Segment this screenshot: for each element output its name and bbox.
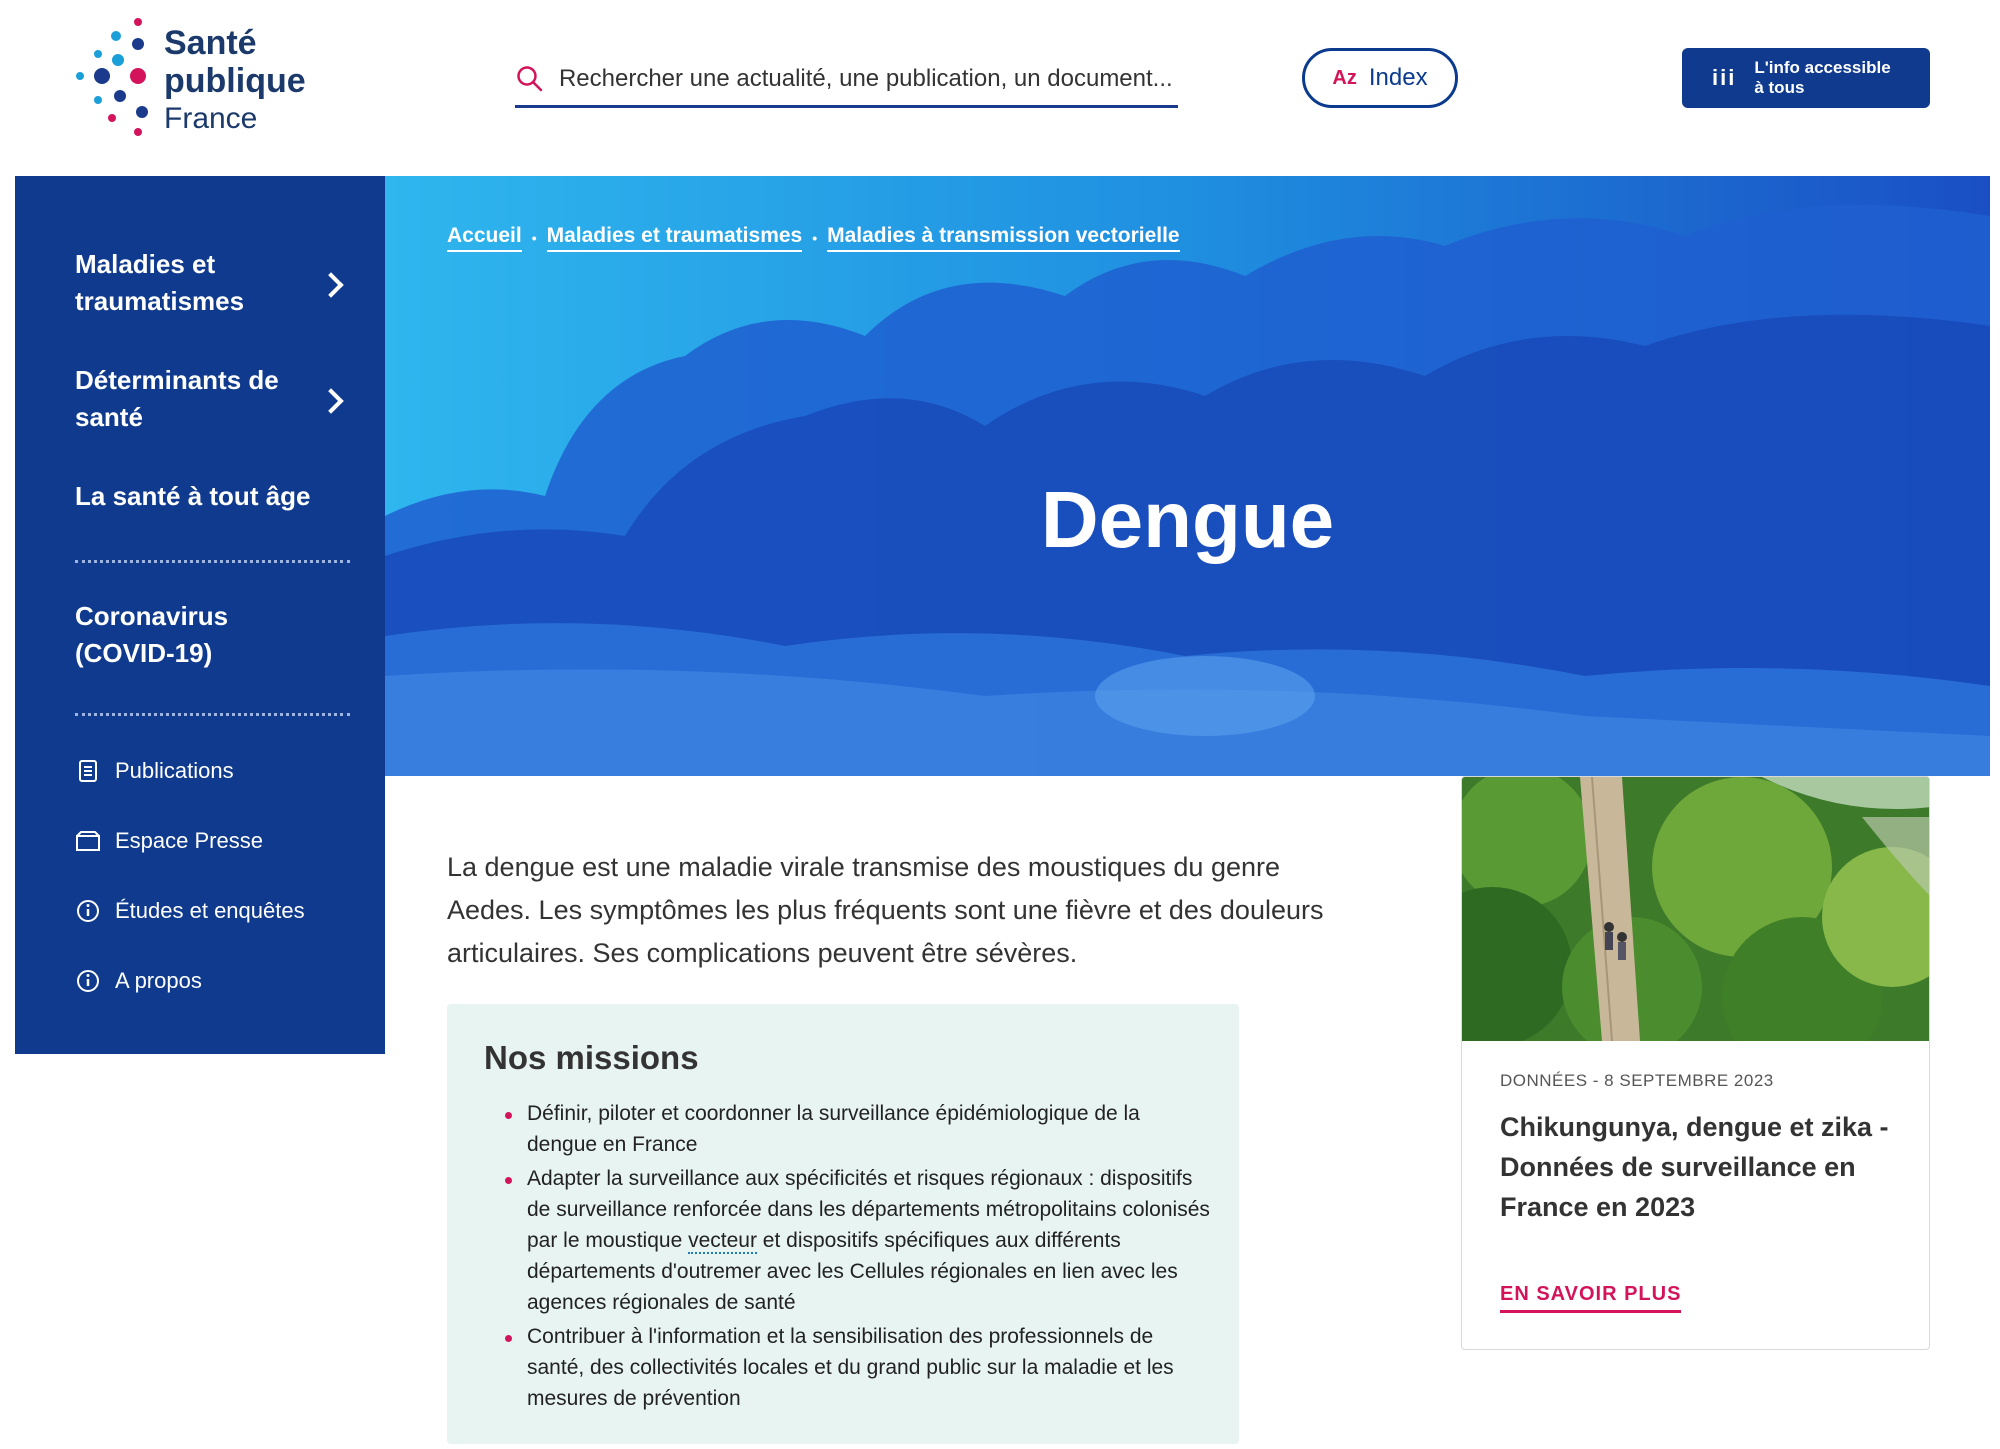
sidebar-item-determinants[interactable] (75, 362, 350, 436)
sidebar-item-label: Études et enquêtes (115, 898, 305, 923)
sidebar-item-label: Coronavirus (COVID-19) (75, 601, 229, 668)
sidebar-item-etudes[interactable] (75, 898, 305, 924)
breadcrumb-link-vectorielle[interactable]: Maladies à transmission vectorielle (827, 224, 1180, 252)
main-content (385, 776, 1423, 1449)
folder-icon (75, 828, 101, 854)
breadcrumb-link-maladies[interactable]: Maladies et traumatismes (547, 224, 803, 252)
sidebar-item-coronavirus[interactable] (75, 598, 350, 672)
glossary-term-link[interactable]: vecteur (688, 1229, 757, 1252)
index-button-label: Index (1368, 64, 1428, 91)
page-title: Dengue (1040, 475, 1335, 564)
logo-dots-icon (72, 14, 162, 144)
site-logo[interactable] (72, 14, 312, 144)
read-more-link[interactable]: EN SAVOIR PLUS (1500, 1283, 1681, 1313)
card-meta: DONNÉES - 8 SEPTEMBRE 2023 (1500, 1071, 1774, 1090)
missions-box (447, 1004, 1239, 1444)
list-item-text: et dispositifs spécifiques aux différents départements d'outremer avec les Cellules régionales en lien avec les agences régionales de santé (527, 1229, 1178, 1314)
breadcrumb-separator-icon: • (531, 230, 537, 246)
chevron-right-icon (318, 388, 343, 413)
sidebar-divider (75, 560, 350, 563)
list-item-text: Adapter la surveillance aux spécificités et risques régionaux : dispositifs de surveillance renforcée dans les départements métropolitains colonisés par le moustique (527, 1167, 1210, 1252)
sidebar-item-espace-presse[interactable] (75, 828, 263, 854)
site-header (0, 0, 2000, 176)
sidebar-item-label: La santé à tout âge (75, 481, 311, 511)
sidebar-item-label: Maladies et traumatismes (75, 249, 245, 316)
search-icon (515, 64, 545, 94)
sidebar-item-sante-age[interactable] (75, 478, 350, 515)
info-icon (75, 968, 101, 994)
document-icon (75, 758, 101, 784)
accessible-info-button[interactable] (1682, 48, 1930, 108)
forest-boardwalk-image (1462, 777, 1930, 1041)
logo-line-1: Santé (164, 24, 257, 62)
list-item (505, 1163, 1215, 1318)
logo-wordmark (164, 24, 306, 138)
az-icon: Az (1332, 66, 1357, 89)
sidebar-item-a-propos[interactable] (75, 968, 202, 994)
sidebar-divider (75, 713, 350, 716)
sidebar-item-publications[interactable] (75, 758, 234, 784)
featured-card[interactable] (1461, 776, 1930, 1350)
missions-list (505, 1098, 1215, 1417)
search-bar[interactable] (515, 52, 1178, 108)
intro-text: La dengue est une maladie virale transmise des moustiques du genre Aedes. Les symptômes les plus fréquents sont une fièvre et des douleurs articulaires. Ses complications peuvent être sévères. (447, 852, 1324, 968)
sidebar-item-label: A propos (115, 968, 202, 993)
list-item: Contribuer à l'information et la sensibilisation des professionnels de santé, des collectivités locales et du grand public sur la maladie et les mesures de prévention (505, 1321, 1215, 1414)
logo-line-3: France (164, 102, 258, 135)
breadcrumb-separator-icon: • (812, 230, 818, 246)
accessible-info-label: L'info accessible à tous (1754, 58, 1891, 97)
sidebar-item-label: Espace Presse (115, 828, 263, 853)
index-button[interactable] (1302, 48, 1458, 108)
accessibility-icon: iii (1712, 65, 1737, 90)
hero-banner (385, 176, 1990, 776)
chevron-right-icon (318, 272, 343, 297)
missions-title: Nos missions (484, 1039, 699, 1076)
sidebar-item-label: Publications (115, 758, 234, 783)
info-icon (75, 898, 101, 924)
sidebar-nav (15, 176, 385, 1054)
card-title[interactable]: Chikungunya, dengue et zika - Données de surveillance en France en 2023 (1500, 1112, 1889, 1222)
sidebar-item-maladies[interactable] (75, 246, 350, 320)
sidebar-item-label: Déterminants de santé (75, 365, 279, 432)
breadcrumb-link-accueil[interactable]: Accueil (447, 224, 522, 252)
breadcrumb (447, 224, 1180, 252)
list-item: Définir, piloter et coordonner la surveillance épidémiologique de la dengue en France (505, 1098, 1215, 1160)
logo-line-2: publique (164, 62, 306, 100)
search-input[interactable] (559, 65, 1178, 93)
